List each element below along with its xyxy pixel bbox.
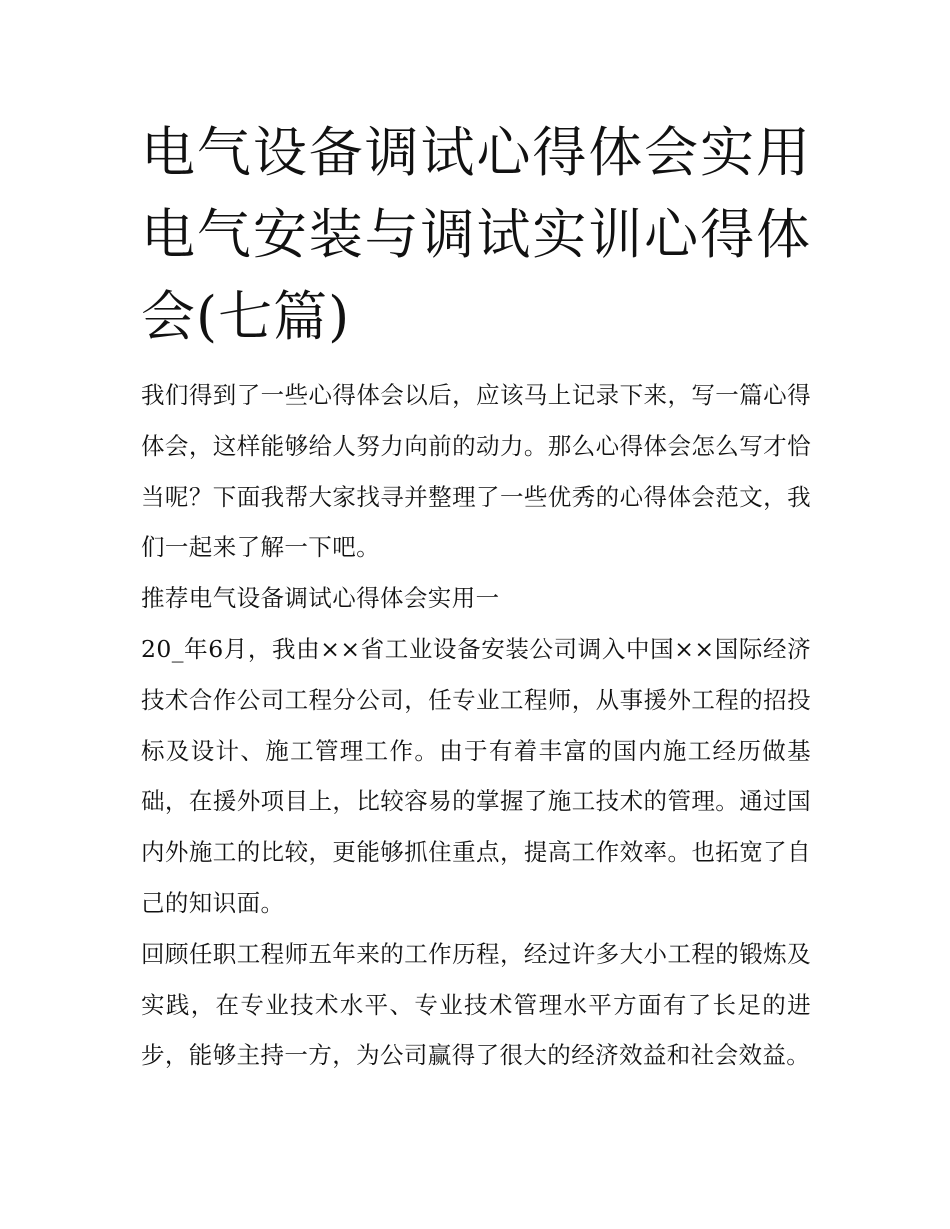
document-page	[141, 112, 811, 1081]
paragraph-intro: 我们得到了一些心得体会以后，应该马上记录下来，写一篇心得体会，这样能够给人努力向前的动力。那么心得体会怎么写才恰当呢？下面我帮大家找寻并整理了一些优秀的心得体会范文，我们一起来了解一下吧。	[141, 381, 811, 562]
paragraph-experience: 20_年6月，我由××省工业设备安装公司调入中国××国际经济技术合作公司工程分公司，任专业工程师，从事援外工程的招投标及设计、施工管理工作。由于有着丰富的国内施工经历做基础，在援外项目上，比较容易的掌握了施工技术的管理。通过国内外施工的比较，更能够抓住重点，提高工作效率。也拓宽了自己的知识面。	[141, 634, 811, 917]
section-heading: 推荐电气设备调试心得体会实用一	[141, 584, 500, 613]
paragraph-review: 回顾任职工程师五年来的工作历程，经过许多大小工程的锻炼及实践，在专业技术水平、专业技术管理水平方面有了长足的进步，能够主持一方，为公司赢得了很大的经济效益和社会效益。	[141, 939, 811, 1070]
document-title: 电气设备调试心得体会实用 电气安装与调试实训心得体会(七篇)	[141, 121, 811, 348]
